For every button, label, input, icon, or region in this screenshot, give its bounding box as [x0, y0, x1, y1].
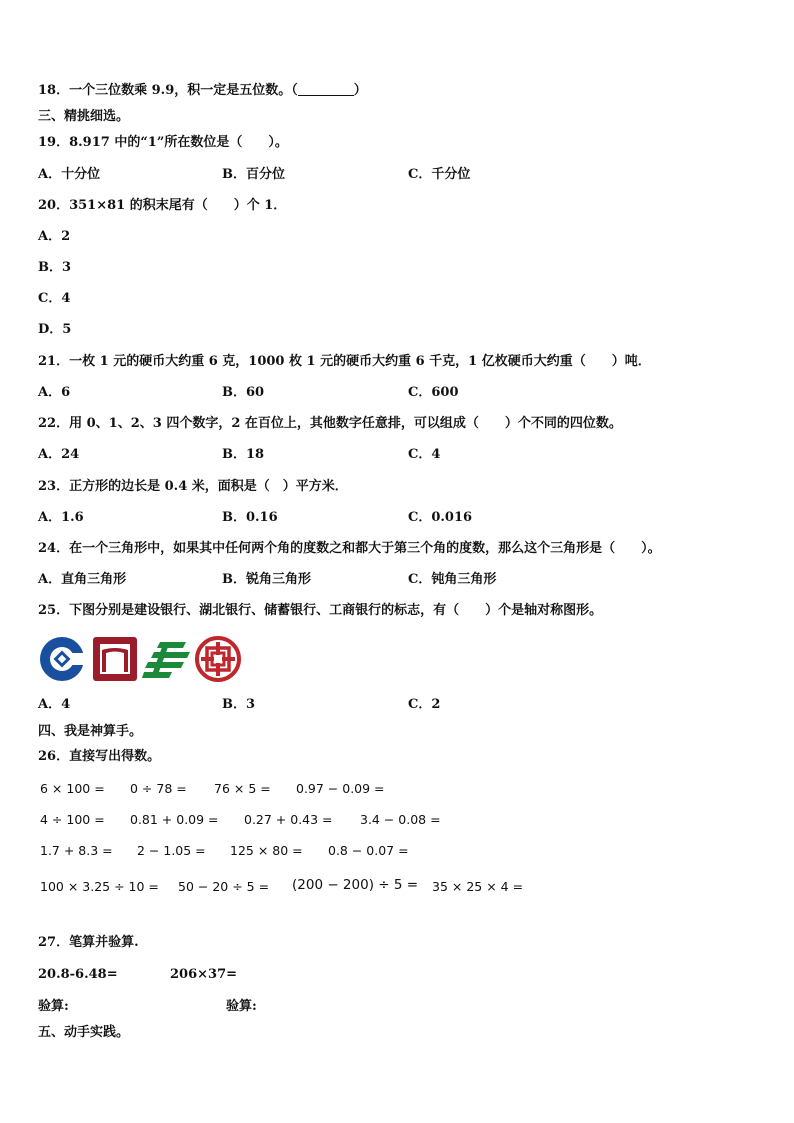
q21-option-a[interactable]: A．6	[38, 385, 71, 400]
q27-problem-1: 20.8-6.48=	[38, 967, 118, 982]
q24-option-c[interactable]: C．钝角三角形	[408, 572, 497, 587]
question-22-stem: 22．用 0、1、2、3 四个数字，2 在百位上，其他数字任意排，可以组成（ ）个不同的四位数。	[38, 416, 622, 431]
section-4-heading: 四、我是神算手。	[38, 724, 143, 739]
postal-savings-logo	[142, 636, 192, 682]
q20-option-d[interactable]: D．5	[38, 322, 72, 337]
q24-option-a[interactable]: A．直角三角形	[38, 572, 127, 587]
question-24-stem: 24．在一个三角形中，如果其中任何两个角的度数之和都大于第三个角的度数，那么这个三角形是（ ）。	[38, 541, 661, 556]
calc-item: 0 ÷ 78 =	[130, 781, 187, 796]
calc-item: (200 − 200) ÷ 5 =	[292, 877, 419, 893]
calc-item: 0.8 − 0.07 =	[328, 843, 409, 858]
question-18	[38, 82, 367, 100]
q24-option-b[interactable]: B．锐角三角形	[222, 572, 311, 587]
q21-option-c[interactable]: C．600	[408, 385, 459, 400]
q20-option-c[interactable]: C．4	[38, 291, 71, 306]
icbc-logo	[194, 636, 242, 682]
q23-option-c[interactable]: C．0.016	[408, 510, 473, 525]
q27-check-label-2: 验算:	[226, 999, 257, 1014]
q18-close: ）	[353, 83, 367, 98]
calc-item: 76 × 5 =	[214, 781, 271, 796]
hubei-bank-logo	[92, 636, 138, 682]
question-27-stem: 27．笔算并验算.	[38, 935, 139, 950]
calc-item: 125 × 80 =	[230, 843, 303, 858]
q19-option-a[interactable]: A．十分位	[38, 167, 101, 182]
q20-option-a[interactable]: A．2	[38, 229, 71, 244]
answer-blank[interactable]	[298, 83, 354, 96]
question-25-stem: 25．下图分别是建设银行、湖北银行、储蓄银行、工商银行的标志，有（ ）个是轴对称图形。	[38, 603, 603, 618]
calc-item: 6 × 100 =	[40, 781, 105, 796]
q27-check-label-1: 验算:	[38, 999, 69, 1014]
question-20-stem: 20．351×81 的积末尾有（ ）个 1．	[38, 198, 287, 213]
q21-option-b[interactable]: B．60	[222, 385, 265, 400]
calc-item: 1.7 + 8.3 =	[40, 843, 113, 858]
calc-item: 2 − 1.05 =	[137, 843, 206, 858]
question-26-stem: 26．直接写出得数。	[38, 749, 161, 764]
calc-item: 35 × 25 × 4 =	[432, 879, 524, 894]
section-5-heading: 五、动手实践。	[38, 1025, 130, 1040]
ccb-logo	[38, 636, 86, 682]
calc-item: 100 × 3.25 ÷ 10 =	[40, 879, 159, 894]
q22-option-a[interactable]: A．24	[38, 447, 80, 462]
question-23-stem: 23．正方形的边长是 0.4 米，面积是（ ）平方米．	[38, 479, 348, 494]
q23-option-b[interactable]: B．0.16	[222, 510, 278, 525]
calc-item: 50 − 20 ÷ 5 =	[178, 879, 270, 894]
calc-item: 3.4 − 0.08 =	[360, 812, 441, 827]
q23-option-a[interactable]: A．1.6	[38, 510, 84, 525]
question-19-stem: 19．8.917 中的“1”所在数位是（ ）。	[38, 135, 288, 150]
q25-option-c[interactable]: C．2	[408, 697, 441, 712]
q22-option-c[interactable]: C．4	[408, 447, 441, 462]
question-21-stem: 21．一枚 1 元的硬币大约重 6 克，1000 枚 1 元的硬币大约重 6 千克，1 亿枚硬币大约重（ ）吨．	[38, 354, 651, 369]
q27-problem-2: 206×37=	[170, 967, 238, 982]
calc-item: 0.27 + 0.43 =	[244, 812, 333, 827]
q19-option-c[interactable]: C．千分位	[408, 167, 471, 182]
calc-item: 0.97 − 0.09 =	[296, 781, 385, 796]
q18-text: 18．一个三位数乘 9.9，积一定是五位数。（	[38, 83, 298, 98]
q25-option-b[interactable]: B．3	[222, 697, 256, 712]
q19-option-b[interactable]: B．百分位	[222, 167, 285, 182]
calc-item: 4 ÷ 100 =	[40, 812, 105, 827]
q25-option-a[interactable]: A．4	[38, 697, 71, 712]
section-3-heading: 三、精挑细选。	[38, 109, 130, 124]
q20-option-b[interactable]: B．3	[38, 260, 72, 275]
q22-option-b[interactable]: B．18	[222, 447, 265, 462]
calc-item: 0.81 + 0.09 =	[130, 812, 219, 827]
